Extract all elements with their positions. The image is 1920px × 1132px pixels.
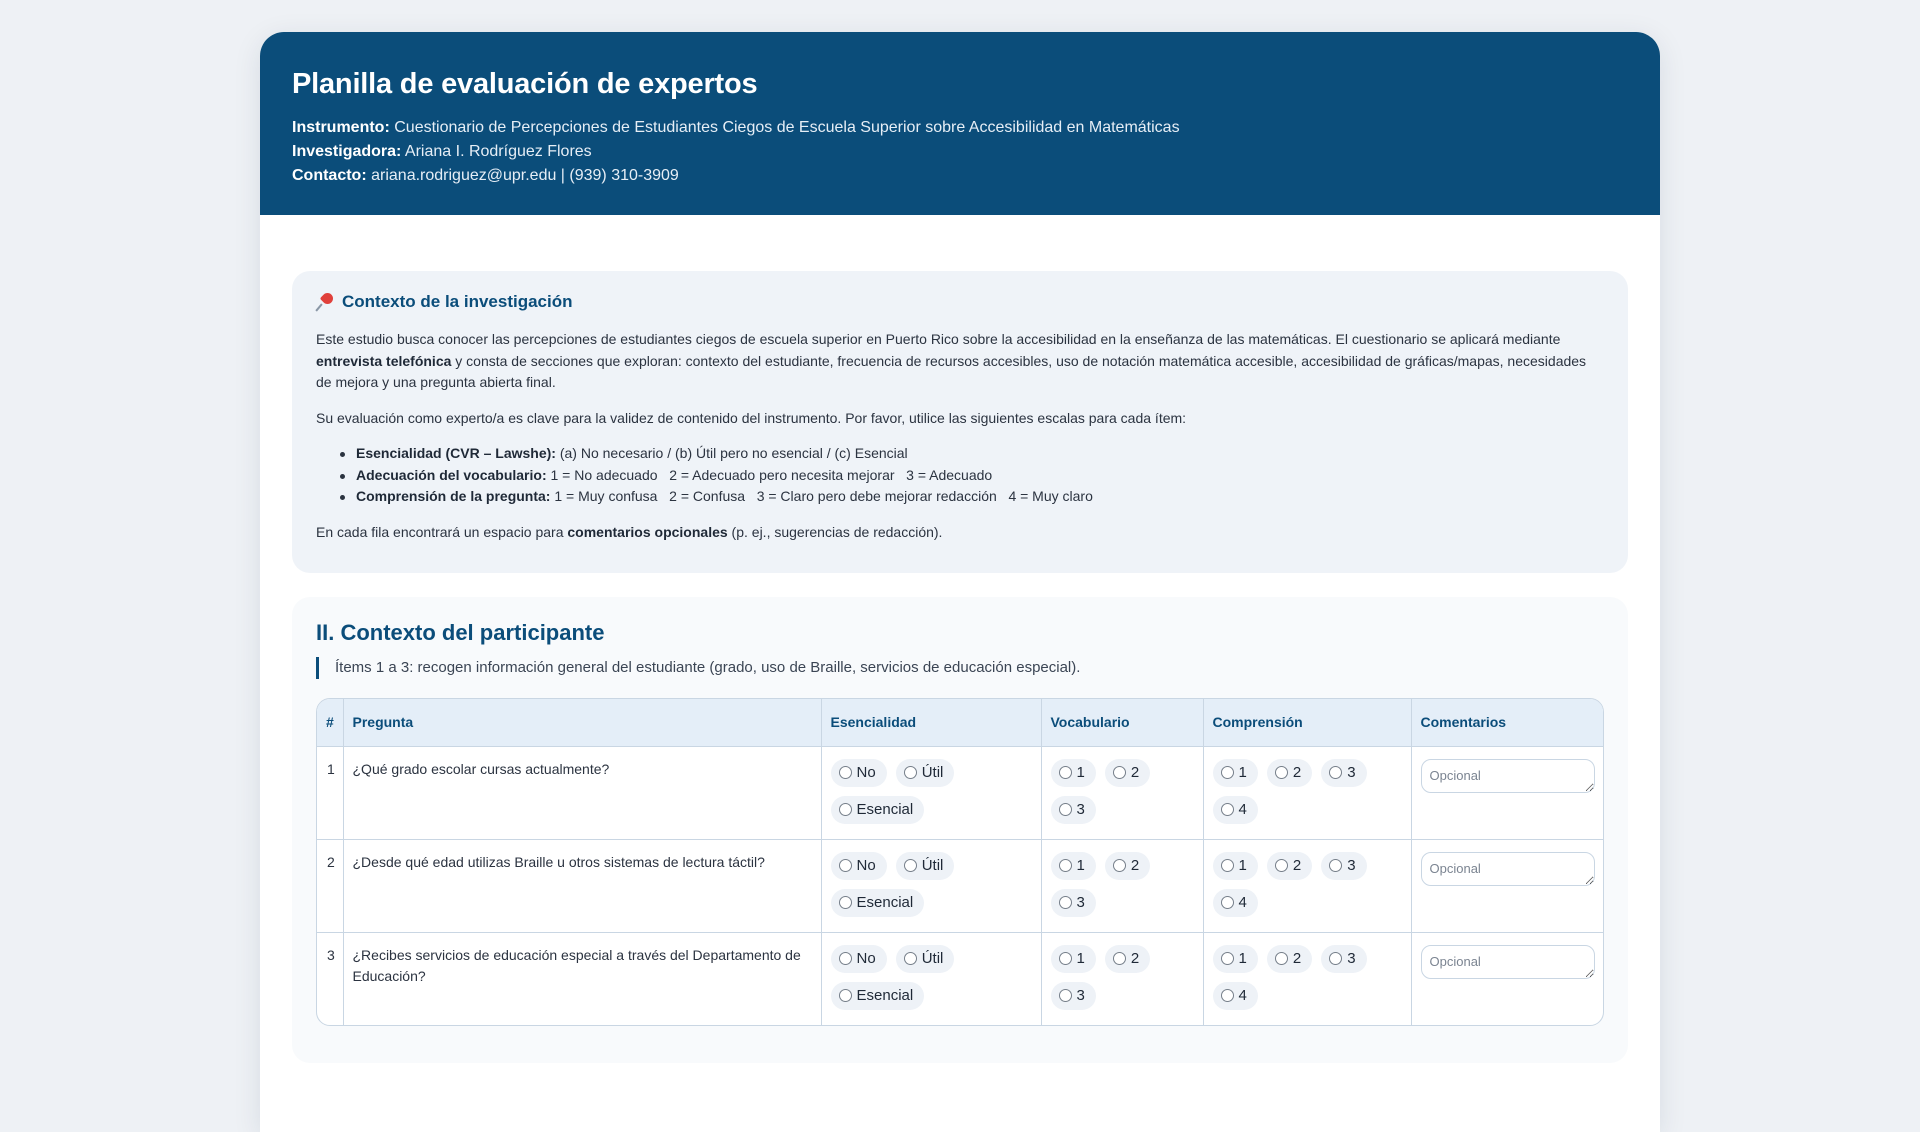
form-content <box>260 215 1660 1063</box>
vocabulary-option-3[interactable] <box>1051 982 1096 1010</box>
item-question: ¿Desde qué edad utilizas Braille u otros sistemas de lectura táctil? <box>343 839 821 932</box>
section-description: Ítems 1 a 3: recogen información general del estudiante (grado, uso de Braille, servicios de educación especial). <box>316 657 1604 679</box>
radio-button[interactable] <box>1113 952 1126 965</box>
option-label: 2 <box>1130 950 1140 967</box>
section-title: II. Contexto del participante <box>316 620 605 645</box>
table-row <box>317 839 1604 932</box>
context-text: Este estudio busca conocer las percepciones de estudiantes ciegos de escuela superior en Puerto Rico sobre la accesibilidad en la enseñanza de las matemáticas. El cuestionario se aplicará mediante <box>316 331 1561 347</box>
context-title: Contexto de la investigación <box>342 292 573 311</box>
instrument-value: Cuestionario de Percepciones de Estudiantes Ciegos de Escuela Superior sobre Accesibilidad en Matemáticas <box>394 119 1180 136</box>
radio-button[interactable] <box>904 952 917 965</box>
essentiality-option-esencial[interactable] <box>831 796 925 824</box>
researcher-label: Investigadora: <box>292 143 402 160</box>
scale-text: (a) No necesario / (b) Útil pero no esencial / (c) Esencial <box>555 445 908 461</box>
scale-item-esencialidad <box>338 443 1604 465</box>
vocabulary-option-3[interactable] <box>1051 889 1096 917</box>
option-label: 3 <box>1076 801 1085 818</box>
column-header-question: Pregunta <box>343 699 821 746</box>
radio-button[interactable] <box>1221 989 1234 1002</box>
column-header-vocabulary: Vocabulario <box>1041 699 1203 746</box>
comment-input[interactable] <box>1421 852 1595 886</box>
column-header-number: # <box>317 699 343 746</box>
option-label: 3 <box>1076 987 1085 1004</box>
scale-item-comprension <box>338 486 1604 508</box>
comments-cell <box>1411 932 1604 1025</box>
option-label: 2 <box>1292 950 1302 967</box>
context-paragraph-3 <box>316 522 1604 544</box>
scale-label: Esencialidad (CVR – Lawshe): <box>356 445 556 461</box>
essentiality-option-no[interactable] <box>831 759 887 787</box>
essentiality-options <box>821 932 1041 1025</box>
option-label: No <box>856 950 876 967</box>
context-paragraph-2: Su evaluación como experto/a es clave para la validez de contenido del instrumento. Por favor, utilice las siguientes escalas para cada ítem: <box>316 409 1187 426</box>
table-row <box>317 746 1604 839</box>
option-label: Útil <box>921 857 944 874</box>
context-text: (p. ej., sugerencias de redacción). <box>727 523 943 540</box>
contact-value: ariana.rodriguez@upr.edu | (939) 310-3909 <box>371 167 679 184</box>
radio-button[interactable] <box>839 803 852 816</box>
radio-button[interactable] <box>1329 952 1342 965</box>
radio-button[interactable] <box>1275 859 1288 872</box>
vocabulary-options <box>1041 746 1203 839</box>
comprehension-option-3[interactable] <box>1321 759 1366 787</box>
radio-button[interactable] <box>1221 952 1234 965</box>
essentiality-options <box>821 839 1041 932</box>
option-label: 4 <box>1238 801 1247 818</box>
scale-label: Comprensión de la pregunta: <box>356 488 551 504</box>
vocabulary-option-1[interactable] <box>1051 759 1096 787</box>
option-label: 2 <box>1130 857 1140 874</box>
instrument-line <box>292 116 1628 140</box>
context-text: En cada fila encontrará un espacio para <box>316 523 568 540</box>
essentiality-option-esencial[interactable] <box>831 982 925 1010</box>
comprehension-option-1[interactable] <box>1213 945 1258 973</box>
context-bold-text: comentarios opcionales <box>567 523 728 540</box>
instrument-label: Instrumento: <box>292 119 390 136</box>
researcher-value: Ariana I. Rodríguez Flores <box>404 143 592 160</box>
option-label: 2 <box>1292 857 1302 874</box>
scale-label: Adecuación del vocabulario: <box>356 466 547 483</box>
context-text: y consta de secciones que exploran: contexto del estudiante, frecuencia de recursos accesibles, uso de notación matemática accesible, accesibilidad de gráficas/mapas, necesidades de mejora y una pregunta abierta final. <box>316 352 1587 390</box>
vocabulary-option-2[interactable] <box>1105 852 1150 880</box>
vocabulary-option-3[interactable] <box>1051 796 1096 824</box>
comprehension-option-4[interactable] <box>1213 889 1258 917</box>
radio-button[interactable] <box>1329 859 1342 872</box>
scale-text: 1 = No adecuado 2 = Adecuado pero necesita mejorar 3 = Adecuado <box>546 466 993 483</box>
radio-button[interactable] <box>904 766 917 779</box>
radio-button[interactable] <box>1113 766 1126 779</box>
radio-button[interactable] <box>1221 766 1234 779</box>
scale-text: 1 = Muy confusa 2 = Confusa 3 = Claro pero debe mejorar redacción 4 = Muy claro <box>550 488 1093 504</box>
radio-button[interactable] <box>839 896 852 909</box>
evaluation-table <box>316 698 1604 1026</box>
option-label: Útil <box>921 764 944 781</box>
radio-button[interactable] <box>1113 859 1126 872</box>
comprehension-options <box>1203 746 1411 839</box>
radio-button[interactable] <box>1275 952 1288 965</box>
comprehension-option-2[interactable] <box>1267 945 1312 973</box>
radio-button[interactable] <box>839 766 852 779</box>
option-label: Útil <box>921 950 944 967</box>
option-label: 3 <box>1347 764 1356 781</box>
item-number: 3 <box>317 932 343 1025</box>
vocabulary-option-1[interactable] <box>1051 852 1096 880</box>
comment-input[interactable] <box>1421 759 1595 793</box>
radio-button[interactable] <box>1221 896 1234 909</box>
option-label: 3 <box>1076 894 1085 911</box>
comments-cell <box>1411 839 1604 932</box>
option-label: 1 <box>1238 764 1247 781</box>
comprehension-option-1[interactable] <box>1213 759 1258 787</box>
radio-button[interactable] <box>1059 766 1072 779</box>
option-label: No <box>856 857 876 874</box>
research-context-card <box>292 271 1628 573</box>
essentiality-option-no[interactable] <box>831 852 887 880</box>
essentiality-option-util[interactable] <box>896 852 955 880</box>
radio-button[interactable] <box>1275 766 1288 779</box>
form-header <box>260 32 1660 215</box>
scale-item-vocabulario <box>338 465 1604 487</box>
scales-list <box>316 443 1604 508</box>
evaluation-form-page <box>260 32 1660 1132</box>
item-number: 1 <box>317 746 343 839</box>
comprehension-option-3[interactable] <box>1321 945 1366 973</box>
radio-button[interactable] <box>1059 803 1072 816</box>
option-label: 2 <box>1292 764 1302 781</box>
radio-button[interactable] <box>904 859 917 872</box>
vocabulary-option-1[interactable] <box>1051 945 1096 973</box>
option-label: Esencial <box>856 801 914 818</box>
option-label: 3 <box>1347 857 1356 874</box>
item-number: 2 <box>317 839 343 932</box>
comprehension-option-3[interactable] <box>1321 852 1366 880</box>
essentiality-option-no[interactable] <box>831 945 887 973</box>
option-label: 2 <box>1130 764 1140 781</box>
vocabulary-options <box>1041 839 1203 932</box>
option-label: 1 <box>1076 950 1085 967</box>
option-label: 4 <box>1238 894 1247 911</box>
column-header-comprehension: Comprensión <box>1203 699 1411 746</box>
pushpin-icon <box>316 292 336 312</box>
vocabulary-options <box>1041 932 1203 1025</box>
option-label: 3 <box>1347 950 1356 967</box>
researcher-line <box>292 140 1628 164</box>
context-bold-text: entrevista telefónica <box>316 352 452 369</box>
item-question: ¿Recibes servicios de educación especial a través del Departamento de Educación? <box>343 932 821 1025</box>
essentiality-option-esencial[interactable] <box>831 889 925 917</box>
item-question: ¿Qué grado escolar cursas actualmente? <box>343 746 821 839</box>
essentiality-options <box>821 746 1041 839</box>
option-label: Esencial <box>856 987 914 1004</box>
vocabulary-option-2[interactable] <box>1105 945 1150 973</box>
comprehension-option-2[interactable] <box>1267 852 1312 880</box>
comprehension-option-2[interactable] <box>1267 759 1312 787</box>
radio-button[interactable] <box>839 952 852 965</box>
option-label: 4 <box>1238 987 1247 1004</box>
radio-button[interactable] <box>1329 766 1342 779</box>
option-label: Esencial <box>856 894 914 911</box>
radio-button[interactable] <box>1059 989 1072 1002</box>
radio-button[interactable] <box>839 859 852 872</box>
radio-button[interactable] <box>1221 803 1234 816</box>
context-heading <box>316 291 1604 313</box>
radio-button[interactable] <box>1221 859 1234 872</box>
comment-input[interactable] <box>1421 945 1595 979</box>
table-header-row <box>317 699 1604 746</box>
vocabulary-option-2[interactable] <box>1105 759 1150 787</box>
option-label: 1 <box>1076 857 1085 874</box>
column-header-essentiality: Esencialidad <box>821 699 1041 746</box>
comprehension-options <box>1203 932 1411 1025</box>
section-participant-context <box>292 597 1628 1063</box>
page-title: Planilla de evaluación de expertos <box>292 68 758 100</box>
contact-line <box>292 164 1628 188</box>
comprehension-option-4[interactable] <box>1213 982 1258 1010</box>
radio-button[interactable] <box>1059 952 1072 965</box>
radio-button[interactable] <box>1059 859 1072 872</box>
option-label: 1 <box>1238 857 1247 874</box>
comments-cell <box>1411 746 1604 839</box>
option-label: 1 <box>1238 950 1247 967</box>
comprehension-options <box>1203 839 1411 932</box>
radio-button[interactable] <box>839 989 852 1002</box>
table-row <box>317 932 1604 1025</box>
option-label: 1 <box>1076 764 1085 781</box>
essentiality-option-util[interactable] <box>896 759 955 787</box>
contact-label: Contacto: <box>292 167 367 184</box>
essentiality-option-util[interactable] <box>896 945 955 973</box>
radio-button[interactable] <box>1059 896 1072 909</box>
comprehension-option-1[interactable] <box>1213 852 1258 880</box>
option-label: No <box>856 764 876 781</box>
context-paragraph-1 <box>316 329 1604 394</box>
comprehension-option-4[interactable] <box>1213 796 1258 824</box>
column-header-comments: Comentarios <box>1411 699 1604 746</box>
